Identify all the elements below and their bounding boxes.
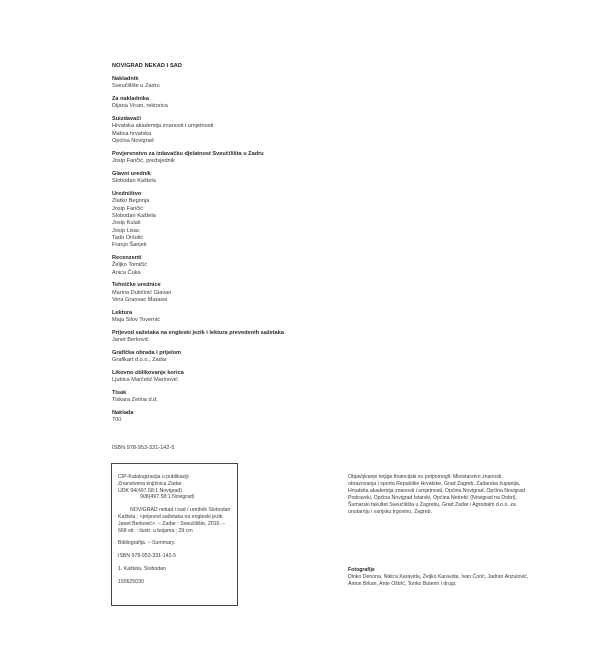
- photo-text: Dinko Denona, Nikica Karavida, Željko Karavida, Ivan Ćorić, Jadran Anzulović, Antun Brkan, Ante Oštrić, Tonko Buterin i drugi.: [348, 574, 529, 587]
- credit-line: Grafikart d.o.o., Zadar: [112, 357, 167, 364]
- credit-line: Slobodan Kaštela: [112, 212, 156, 219]
- credit-heading: Nakladnik: [112, 76, 139, 82]
- credit-section-print: [112, 390, 352, 405]
- credit-heading: Tehničke urednice: [112, 282, 161, 289]
- credit-line: Tiskara Zelina d.d.: [112, 397, 158, 404]
- credit-section-committee: [112, 151, 352, 166]
- credit-line: Tado Oršolić: [112, 234, 144, 241]
- photo-heading: Fotografije: [348, 567, 375, 573]
- credit-line: Slobodan Kaštela: [112, 178, 156, 185]
- cip-udk-secondary: 908(497.58:1 Novigrad): [140, 494, 195, 501]
- credit-heading: Za nakladnika: [112, 96, 149, 103]
- cip-description: NOVIGRAD nekad i sad / urednik Slobodan Kaštela ; <prijevod sažetaka na engleski jezik Janet Berković>. – Zadar : Sveučilište, 2016. – 668 str. : ilustr. u bojama ; 29 cm: [118, 507, 231, 534]
- credit-section-publisher: [112, 76, 352, 91]
- cip-udk: UDK 94(497.58:1 Novigrad): [118, 487, 183, 494]
- credit-line: Hrvatska akademija znanosti i umjetnosti: [112, 123, 214, 130]
- credit-line: Općina Novigrad: [112, 138, 154, 145]
- credit-line: Marina Dubčinić Glavan: [112, 289, 172, 296]
- credit-section-copublishers: [112, 116, 352, 145]
- credit-line: Vera Graovac Matassi: [112, 296, 168, 303]
- credit-line: Josip Lisac: [112, 227, 140, 234]
- cip-line: CIP-Katalogizacija u publikaciji: [118, 474, 189, 480]
- credit-section-print-run: [112, 410, 352, 425]
- credit-section-editor-in-chief: [112, 171, 352, 186]
- credit-line: Sveučilište u Zadru: [112, 83, 160, 90]
- credit-section-for-publisher: [112, 96, 352, 111]
- credit-heading: Tisak: [112, 390, 127, 397]
- credit-heading: Povjerenstvo za izdavačku djelatnost Sveučilišta u Zadru: [112, 150, 264, 157]
- credit-line: Josip Faričić, predsjednik: [112, 158, 175, 165]
- credit-section-reviewers: [112, 255, 352, 277]
- credit-heading: Lektura: [112, 309, 133, 316]
- credit-line: 700: [112, 417, 122, 424]
- credit-line: Zlatko Begonja: [112, 198, 150, 205]
- isbn-line: ISBN 978-953-331-142-5: [112, 445, 175, 451]
- credit-line: Anica Čuka: [112, 269, 141, 276]
- credits-column: [112, 76, 352, 430]
- credit-line: Dijana Vican, rektorica: [112, 103, 168, 110]
- cip-bibliography: Bibliografija. – Summary.: [118, 540, 176, 547]
- credit-heading: Recenzenti: [112, 254, 142, 261]
- funding-note: Objavljivanje knjige financijski su potpomogli: Ministarstvo znanosti, obrazovanja i sporta Republike Hrvatske, Grad Zagreb, Zadarska županija, Hrvatska akademija znanosti i umjetnosti, Općina Novigrad, Općina Novigrad Podravski, Općina Novigrad Istarski, Općina Netretić (Novigrad na Dobri), Šumarski fakultet Sveučilišta u Zagrebu, Grad Zadar i Agrodalm d.o.o. za unutarnju i vanjsku trgovinu, Zagreb.: [348, 474, 526, 515]
- credit-section-translation: [112, 330, 352, 345]
- credit-heading: Grafička obrada i prijelom: [112, 349, 182, 356]
- credit-line: Matica hrvatska: [112, 130, 152, 137]
- credit-line: Janet Berković: [112, 337, 149, 344]
- credit-line: Josip Faričić: [112, 205, 144, 212]
- cip-record-box: [111, 463, 238, 606]
- photo-credits: [348, 567, 530, 588]
- book-title: NOVIGRAD NEKAD I SAD: [112, 63, 183, 69]
- credit-section-layout: [112, 350, 352, 365]
- credit-section-proofreading: [112, 310, 352, 325]
- credit-heading: Likovno oblikovanje korica: [112, 370, 184, 376]
- credit-line: Franjo Šanjek: [112, 242, 147, 249]
- credit-heading: Uredništvo: [112, 191, 142, 198]
- credit-heading: Naklada: [112, 410, 134, 417]
- cip-isbn: ISBN 978-953-331-142-5: [118, 553, 176, 560]
- credit-line: Maja Silov Tovernić: [112, 317, 161, 324]
- credit-heading: Glavni urednik: [112, 170, 151, 177]
- cip-number: 150625030: [118, 578, 144, 585]
- cip-line: Znanstvena knjižnica Zadar: [118, 480, 182, 487]
- credit-section-cover-design: [112, 370, 352, 385]
- credit-section-editorial-board: [112, 191, 352, 249]
- cip-subject: 1. Kaštela, Slobodan: [118, 565, 166, 572]
- credit-line: Ljubica Marčetić Marinović: [112, 377, 178, 384]
- credit-section-technical-editors: [112, 282, 352, 304]
- credit-heading: Suizdavači: [112, 116, 141, 123]
- credit-line: Željko Tomičić: [112, 262, 148, 269]
- credit-line: Josip Kulaš: [112, 220, 141, 227]
- credit-heading: Prijevod sažetaka na engleski jezik i lektura prevedenih sažetaka: [112, 329, 284, 336]
